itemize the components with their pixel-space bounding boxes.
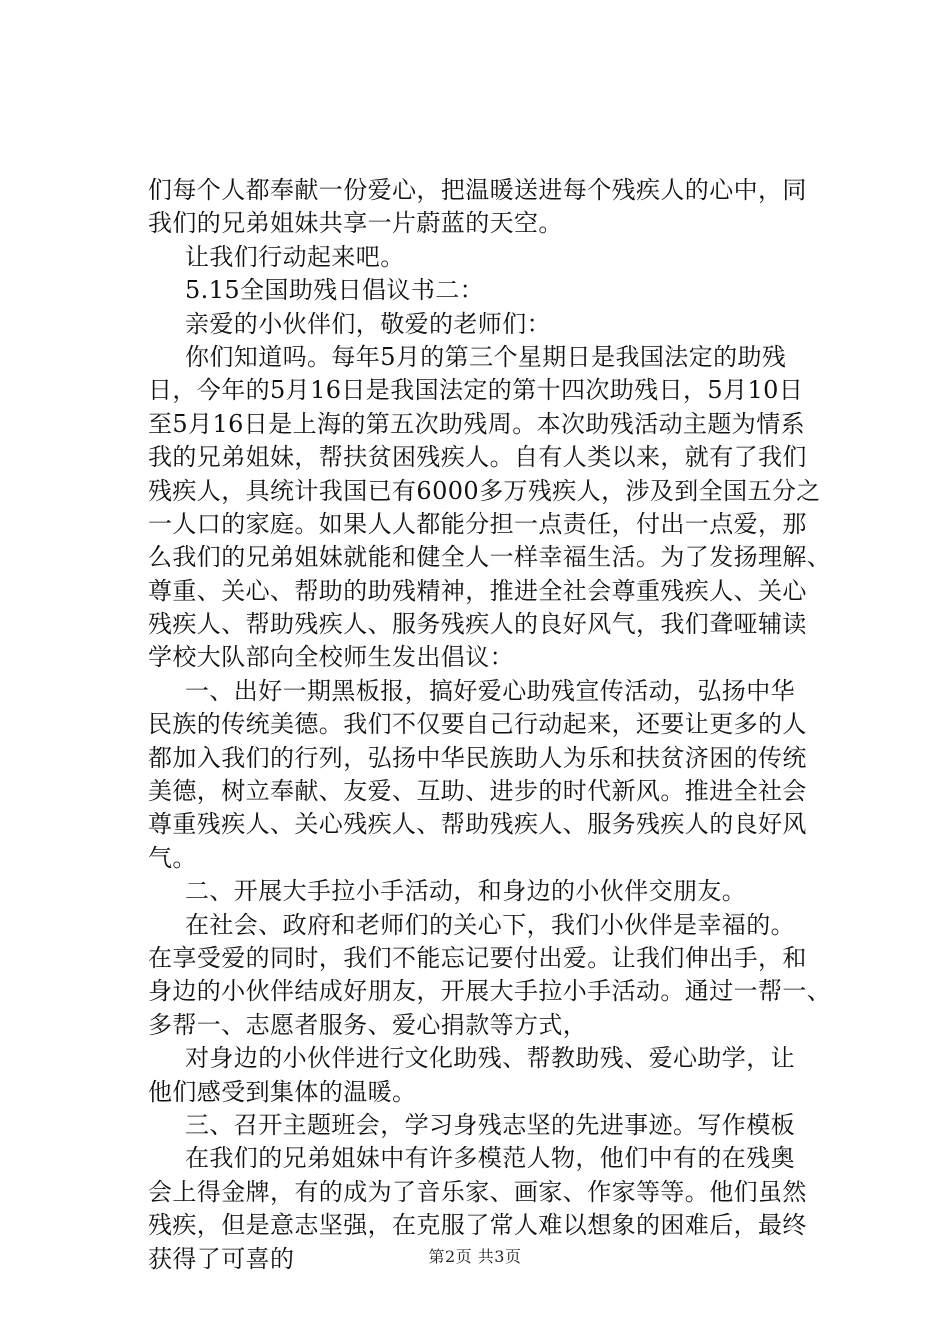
text-line: 民族的传统美德。我们不仅要自己行动起来，还要让更多的人 <box>148 710 807 739</box>
text-line: 尊重、关心、帮助的助残精神，推进全社会尊重残疾人、关心 <box>148 576 807 605</box>
text-line: 残疾，但是意志坚强，在克服了常人难以想象的困难后，最终 <box>148 1211 807 1240</box>
text-line: 会上得金牌，有的成为了音乐家、画家、作家等等。他们虽然 <box>148 1177 807 1206</box>
text-line: 尊重残疾人、关心残疾人、帮助残疾人、服务残疾人的良好风 <box>148 810 807 839</box>
text-line: 你们知道吗。每年5月的第三个星期日是我国法定的助残 <box>185 342 787 371</box>
text-line: 么我们的兄弟姐妹就能和健全人一样幸福生活。为了发扬理解、 <box>148 543 832 572</box>
text-line: 一、出好一期黑板报，搞好爱心助残宣传活动，弘扬中华 <box>185 676 795 705</box>
text-line: 二、开展大手拉小手活动，和身边的小伙伴交朋友。 <box>185 877 747 906</box>
text-line: 三、召开主题班会，学习身残志坚的先进事迹。写作模板 <box>185 1110 795 1139</box>
text-line: 身边的小伙伴结成好朋友，开展大手拉小手活动。通过一帮一、 <box>148 977 832 1006</box>
text-line: 一人口的家庭。如果人人都能分担一点责任，付出一点爱，那 <box>148 509 807 538</box>
text-line: 他们感受到集体的温暖。 <box>148 1077 417 1106</box>
text-line: 我们的兄弟姐妹共享一片蔚蓝的天空。 <box>148 209 563 238</box>
text-line: 在享受爱的同时，我们不能忘记要付出爱。让我们伸出手，和 <box>148 943 807 972</box>
text-line: 多帮一、志愿者服务、爱心捐款等方式， <box>148 1010 588 1039</box>
text-line: 让我们行动起来吧。 <box>185 242 405 271</box>
page-footer: 第2页 共3页 <box>428 1247 522 1266</box>
text-line: 残疾人，具统计我国已有6000多万残疾人，涉及到全国五分之 <box>148 476 821 505</box>
document-body <box>148 174 838 1276</box>
text-line: 至5月16日是上海的第五次助残周。本次助残活动主题为情系 <box>148 409 806 438</box>
section-heading: 5.15全国助残日倡议书二： <box>185 276 485 305</box>
text-line: 在我们的兄弟姐妹中有许多模范人物，他们中有的在残奥 <box>185 1144 795 1173</box>
salutation: 亲爱的小伙伴们，敬爱的老师们： <box>185 309 551 338</box>
text-line: 在社会、政府和老师们的关心下，我们小伙伴是幸福的。 <box>185 910 795 939</box>
text-line: 我的兄弟姐妹，帮扶贫困残疾人。自有人类以来，就有了我们 <box>148 443 807 472</box>
text-line: 获得了可喜的 <box>148 1244 295 1273</box>
text-line: 们每个人都奉献一份爱心，把温暖送进每个残疾人的心中，同 <box>148 176 807 204</box>
text-line: 气。 <box>148 843 197 872</box>
text-line: 美德，树立奉献、友爱、互助、进步的时代新风。推进全社会 <box>148 777 807 806</box>
text-line: 学校大队部向全校师生发出倡议： <box>148 643 514 672</box>
text-line: 日，今年的5月16日是我国法定的第十四次助残日，5月10日 <box>148 376 804 405</box>
text-line: 都加入我们的行列，弘扬中华民族助人为乐和扶贫济困的传统 <box>148 743 807 772</box>
text-line: 对身边的小伙伴进行文化助残、帮教助残、爱心助学，让 <box>185 1044 795 1073</box>
text-line: 残疾人、帮助残疾人、服务残疾人的良好风气，我们聋哑辅读 <box>148 610 807 639</box>
